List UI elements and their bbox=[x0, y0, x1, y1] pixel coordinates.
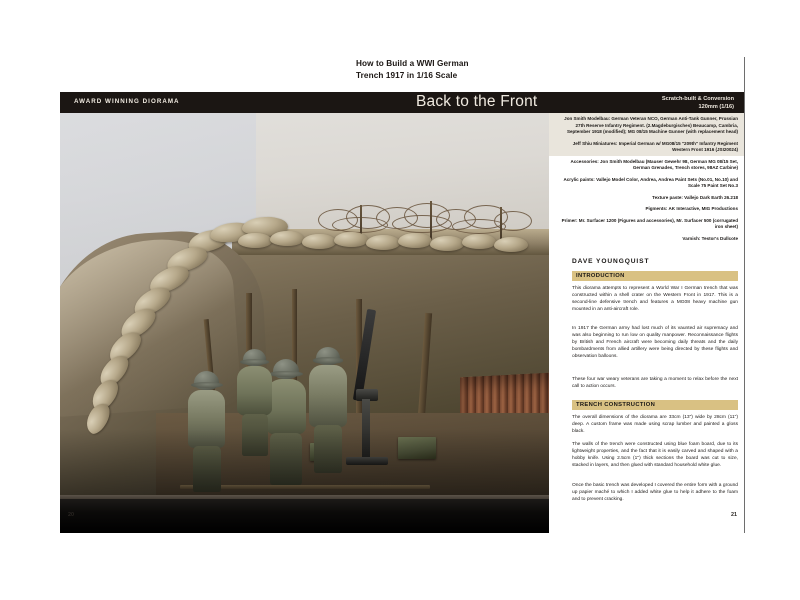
specifications-block bbox=[556, 116, 738, 242]
intro-paragraph-1: This diorama attempts to represent a World War I German trench that was constructed within a shell crater on the Western Front in 1917. This is a second-line defensive trench and features a MG08 heavy machine gun mounted in an anti-aircraft role. bbox=[572, 286, 738, 313]
spec-paragraph: Accessories: Jon Smith Modelbau (Mauser Gewehr 98, German MG 08/15 Set, German Grenades, Trench stores, 98AZ Carbine) bbox=[570, 158, 738, 170]
kicker-line-1: Scratch-built & Conversion bbox=[661, 96, 734, 102]
running-head-band bbox=[60, 92, 402, 113]
trench-paragraph-2: The walls of the trench were constructed using blue foam board, due to its lightweight properties, and the fact that it is easily carved and shaped with a hobby knife. Using 2.5cm (1") thick sections the board was cut to size, stacked in layers, and then glued with standard household white glue. bbox=[572, 442, 738, 469]
subtitle-line-1: How to Build a WWI German bbox=[356, 59, 469, 68]
running-head-label: AWARD WINNING DIORAMA bbox=[74, 98, 180, 105]
spec-paragraph: Primer: Mr. Surfacer 1200 (Figures and accessories), Mr. Surfacer 500 (corrugated iron sheet) bbox=[561, 217, 738, 229]
section-header-trench-construction bbox=[572, 400, 738, 410]
spec-paragraph: Acrylic paints: Vallejo Model Color, Andrea, Andrea Paint Sets (No.01, No.10) and Scale 75 Paint Set No.3 bbox=[563, 176, 738, 188]
diorama-base-frame bbox=[60, 499, 549, 533]
trim-rule-right bbox=[744, 57, 745, 533]
article-kicker bbox=[662, 95, 734, 111]
folio-right: 21 bbox=[731, 512, 737, 518]
intro-paragraph-2: In 1917 the German army had lost much of its vaunted air supremacy and was also beginning to run low on quality manpower. Reconnaissance flights by British and French aircraft were becoming daily threats and the daily bombardments from allied artillery were being directed by these flights and observation balloons. bbox=[572, 326, 738, 360]
section-header-introduction bbox=[572, 271, 738, 281]
trench-paragraph-1: The overall dimensions of the diorama are 33cm (13") wide by 28cm (11") deep. A custom frame was made using scrap lumber and painted a gloss black. bbox=[572, 415, 738, 435]
spec-paragraph: Jon Smith Modelbau: German Veteran NCO, German Anti-Tank Gunner, Prussian 27th Reserve Infantry Regiment. (2.Magdeburgisches) Beaucamp, Cambria, September 1918 (modified); MG 08/15 Machine Gunner (with replacement head) bbox=[564, 116, 738, 134]
article-subtitle bbox=[356, 58, 536, 81]
author-byline: DAVE YOUNGQUIST bbox=[572, 258, 650, 265]
spec-paragraph: Varnish: Testor's Dullcote bbox=[682, 235, 738, 241]
photo-foreground-shadow bbox=[60, 429, 549, 499]
folio-left: 20 bbox=[68, 512, 74, 518]
kicker-line-2: 120mm (1/16) bbox=[698, 104, 734, 110]
page-title: Back to the Front bbox=[416, 93, 538, 110]
article-title-band bbox=[402, 92, 744, 113]
subtitle-line-2: Trench 1917 in 1/16 Scale bbox=[356, 70, 458, 80]
intro-paragraph-3: These four war weary veterans are taking a moment to relax before the next call to action occurs. bbox=[572, 377, 738, 390]
section-header-label: TRENCH CONSTRUCTION bbox=[576, 402, 656, 408]
diorama-photograph bbox=[60, 113, 549, 533]
trench-paragraph-3: Once the basic trench was developed I covered the entire form with a ground up papier maché to which I added white glue to help it adhere to the foam and to prevent cracking. bbox=[572, 483, 738, 503]
spec-paragraph: Texture paste: Vallejo Dark Earth 26.218 bbox=[652, 194, 738, 200]
spec-paragraph: Jeff Shiu Miniatures: Imperial German w/ MG08/15 "209th" Infantry Regiment Western Front 1916 (JSI20024) bbox=[572, 140, 738, 152]
sandbag-row-parapet bbox=[228, 225, 549, 259]
section-header-label: INTRODUCTION bbox=[576, 273, 625, 279]
spec-paragraph: Pigments: AK Interactive, MIG Productions bbox=[645, 206, 738, 211]
